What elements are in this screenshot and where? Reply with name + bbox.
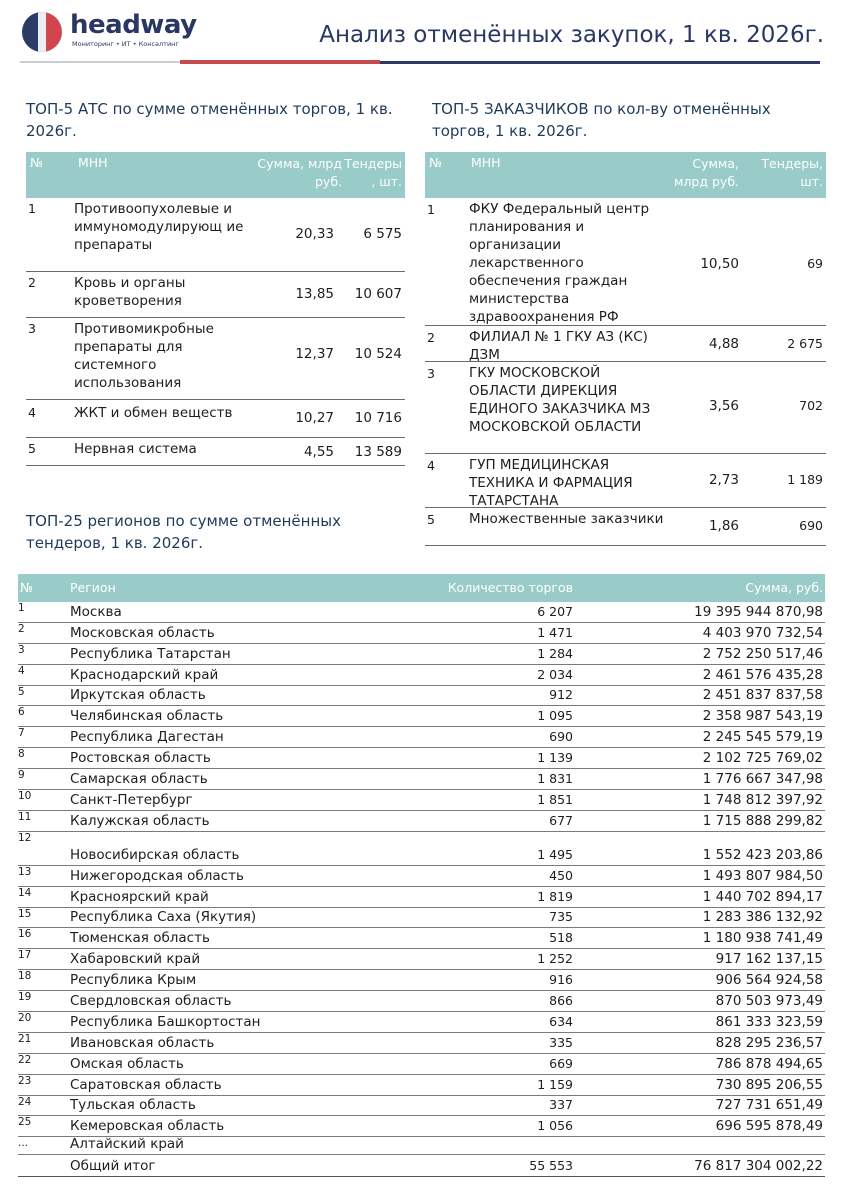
region-row-count: 1 056: [537, 1118, 573, 1134]
region-row-name: Республика Дагестан: [70, 729, 224, 746]
region-row-count: 1 831: [537, 771, 573, 787]
region-row-name: Алтайский край: [70, 1136, 184, 1153]
atc-row-tenders: 6 575: [363, 226, 402, 242]
region-row-num: 6: [18, 706, 25, 719]
customers-row-tenders: 690: [799, 518, 823, 533]
region-row-num: 7: [18, 727, 25, 740]
customers-row-num: 4: [427, 458, 435, 473]
region-row-name: Республика Татарстан: [70, 645, 231, 662]
region-row-sum: 2 102 725 769,02: [702, 750, 823, 767]
region-row-num: 1: [18, 602, 25, 614]
customers-row: [425, 508, 826, 546]
region-row: [18, 811, 825, 832]
atc-row-num: 4: [28, 405, 36, 420]
region-row-name: Калужская область: [70, 812, 210, 829]
region-row-name: Московская область: [70, 624, 215, 641]
region-row-count: 735: [549, 909, 573, 925]
customers-row: [425, 198, 826, 326]
headway-logo-icon: [22, 12, 62, 52]
region-row-count: 1 252: [537, 951, 573, 967]
atc-row-name: Противомикробные препараты для системного использования: [74, 321, 214, 391]
customers-row-num: 2: [427, 330, 435, 345]
region-row-count: 1 284: [537, 645, 573, 661]
atc-row-name: Противоопухолевые и иммуномодулирующ ие препараты: [74, 201, 244, 253]
regions-total-row: [18, 1155, 825, 1177]
region-row-sum: 1 776 667 347,98: [702, 771, 823, 788]
regions-table: [18, 574, 825, 1177]
atc-col-tenders: Тендеры , шт.: [344, 156, 402, 189]
customers-col-name: МНН: [471, 155, 501, 170]
region-row-count: 1 095: [537, 708, 573, 724]
region-row-num: 13: [18, 865, 32, 878]
region-row: [18, 1116, 825, 1137]
customers-row-tenders: 69: [807, 256, 823, 271]
region-row-name: Краснодарский край: [70, 666, 219, 683]
region-row-num: 22: [18, 1053, 32, 1066]
region-row-num: 15: [18, 907, 32, 920]
customers-row-num: 3: [427, 366, 435, 381]
region-row-num: 21: [18, 1032, 32, 1045]
region-row-num: 23: [18, 1074, 32, 1087]
region-row-num: 9: [18, 769, 25, 782]
logo-name: headway: [70, 10, 197, 40]
region-row: [18, 866, 825, 887]
region-row: [18, 748, 825, 769]
region-row-num: 24: [18, 1095, 32, 1108]
region-row-num: 5: [18, 685, 25, 698]
region-row-count: 1 471: [537, 624, 573, 640]
customers-row-tenders: 2 675: [787, 336, 823, 351]
region-row-count: 1 819: [537, 888, 573, 904]
customers-row-name: Множественные заказчики: [469, 511, 664, 527]
customers-row-name: ГКУ МОСКОВСКОЙ ОБЛАСТИ ДИРЕКЦИЯ ЕДИНОГО ЗАКАЗЧИКА МЗ МОСКОВСКОЙ ОБЛАСТИ: [469, 365, 651, 435]
region-row: [18, 832, 825, 866]
region-row-num: 10: [18, 790, 32, 803]
region-row: [18, 1075, 825, 1096]
region-row: [18, 769, 825, 790]
atc-col-name: МНН: [78, 155, 108, 170]
regions-section-title: ТОП-25 регионов по сумме отменённых тендеров, 1 кв. 2026г.: [26, 512, 341, 552]
atc-row: [26, 272, 405, 318]
region-row: [18, 665, 825, 686]
region-row-count: 1 139: [537, 750, 573, 766]
region-row-num: ...: [18, 1137, 29, 1150]
region-row-sum: 917 162 137,15: [715, 951, 823, 968]
atc-row-sum: 12,37: [295, 346, 334, 362]
region-row-num: 2: [18, 622, 25, 635]
region-row: [18, 686, 825, 707]
customers-row-tenders: 1 189: [787, 472, 823, 487]
customers-row-name: ГУП МЕДИЦИНСКАЯ ТЕХНИКА И ФАРМАЦИЯ ТАТАРСТАНА: [469, 457, 633, 509]
region-row: [18, 991, 825, 1012]
customers-row-sum: 2,73: [708, 472, 739, 488]
atc-row-tenders: 10 716: [354, 410, 402, 426]
region-row: [18, 1096, 825, 1117]
region-row-name: Республика Саха (Якутия): [70, 909, 257, 926]
atc-row-name: ЖКТ и обмен веществ: [74, 405, 233, 421]
regions-col-count: Количество торгов: [447, 580, 573, 595]
region-row-sum: 1 493 807 984,50: [702, 867, 823, 884]
page-title: Анализ отменённых закупок, 1 кв. 2026г.: [319, 22, 824, 48]
region-row: [18, 602, 825, 623]
region-row-num: 3: [18, 643, 25, 656]
regions-table-body: [18, 602, 825, 1155]
atc-row-name: Нервная система: [74, 441, 197, 457]
region-row-count: 669: [549, 1055, 573, 1071]
header-divider-blue: [380, 61, 820, 64]
atc-row-tenders: 10 524: [354, 346, 402, 362]
region-row-sum: 1 715 888 299,82: [702, 812, 823, 829]
customers-row-sum: 10,50: [700, 256, 739, 272]
customers-table-body: [425, 198, 826, 546]
region-row-name: Тульская область: [70, 1097, 196, 1114]
region-row-name: Омская область: [70, 1055, 184, 1072]
region-row-name: Ивановская область: [70, 1034, 215, 1051]
region-row-count: 916: [549, 972, 573, 988]
region-row-count: 912: [549, 687, 573, 703]
customers-row-tenders: 702: [799, 398, 823, 413]
atc-row: [26, 198, 405, 272]
region-row-count: 337: [549, 1097, 573, 1113]
region-row-name: Ростовская область: [70, 750, 211, 767]
atc-col-num: №: [30, 155, 44, 170]
atc-row: [26, 400, 405, 438]
region-row: [18, 928, 825, 949]
header-divider-grey: [20, 61, 180, 63]
region-row-num: 12: [18, 831, 32, 844]
customers-row: [425, 362, 826, 454]
region-row-name: Москва: [70, 603, 122, 620]
region-row-name: Свердловская область: [70, 993, 232, 1010]
atc-row-sum: 4,55: [303, 444, 334, 460]
regions-col-num: №: [20, 580, 34, 595]
region-row-sum: 4 403 970 732,54: [702, 624, 823, 641]
region-row: [18, 887, 825, 908]
region-row-count: 6 207: [537, 603, 573, 619]
page-header: [0, 0, 852, 66]
region-row-count: 634: [549, 1013, 573, 1029]
customers-row: [425, 326, 826, 362]
region-row-num: 8: [18, 748, 25, 761]
region-row: [18, 623, 825, 644]
region-row-name: Кемеровская область: [70, 1118, 225, 1135]
atc-row-sum: 13,85: [295, 286, 334, 302]
region-row-sum: 2 358 987 543,19: [702, 708, 823, 725]
customers-col-sum: Сумма, млрд руб.: [674, 156, 739, 189]
region-row-sum: 1 552 423 203,86: [702, 846, 823, 863]
customers-row-sum: 4,88: [708, 336, 739, 352]
region-row: [18, 949, 825, 970]
region-row: [18, 644, 825, 665]
region-row-sum: 870 503 973,49: [715, 993, 823, 1010]
region-row-name: Красноярский край: [70, 888, 209, 905]
region-row-name: Республика Башкортостан: [70, 1013, 261, 1030]
atc-row-tenders: 13 589: [354, 444, 402, 460]
region-row-count: 690: [549, 729, 573, 745]
region-row-num: 4: [18, 664, 25, 677]
region-row: [18, 970, 825, 991]
customers-section-title: ТОП-5 ЗАКАЗЧИКОВ по кол-ву отменённых торгов, 1 кв. 2026г.: [432, 100, 771, 140]
customers-table: [425, 152, 826, 546]
atc-row-sum: 10,27: [295, 410, 334, 426]
region-row-num: 20: [18, 1012, 32, 1025]
regions-col-sum: Сумма, руб.: [745, 580, 823, 595]
region-row-name: Иркутская область: [70, 687, 206, 704]
region-row-num: 18: [18, 970, 32, 983]
region-row-sum: 2 461 576 435,28: [702, 666, 823, 683]
region-row-count: 518: [549, 930, 573, 946]
atc-section-title: ТОП-5 АТС по сумме отменённых торгов, 1 кв. 2026г.: [26, 100, 393, 140]
customers-row-num: 5: [427, 512, 435, 527]
region-row: [18, 727, 825, 748]
region-row-name: Саратовская область: [70, 1076, 222, 1093]
region-row: [18, 1012, 825, 1033]
regions-table-header: [18, 574, 825, 602]
atc-row: [26, 318, 405, 400]
region-row-sum: 786 878 494,65: [715, 1055, 823, 1072]
region-row: [18, 790, 825, 811]
region-row-sum: 696 595 878,49: [715, 1118, 823, 1135]
atc-row: [26, 438, 405, 466]
atc-table: [26, 152, 405, 466]
atc-row-num: 1: [28, 201, 36, 216]
region-row-sum: 2 752 250 517,46: [702, 645, 823, 662]
region-row: [18, 1054, 825, 1075]
region-row-count: 866: [549, 993, 573, 1009]
region-row-sum: 1 180 938 741,49: [702, 930, 823, 947]
atc-row-num: 3: [28, 321, 36, 336]
region-row-sum: 19 395 944 870,98: [694, 603, 823, 620]
atc-row-num: 5: [28, 441, 36, 456]
atc-row-tenders: 10 607: [354, 286, 402, 302]
region-row: [18, 908, 825, 929]
region-row-name: Самарская область: [70, 771, 208, 788]
header-divider-red: [180, 60, 380, 64]
regions-col-region: Регион: [70, 580, 116, 595]
region-row-name: Санкт-Петербург: [70, 791, 193, 808]
region-row-name: Новосибирская область: [70, 846, 240, 863]
region-row-sum: 861 333 323,59: [715, 1013, 823, 1030]
region-row-num: 17: [18, 949, 32, 962]
region-row: [18, 1137, 825, 1155]
region-row-num: 11: [18, 810, 32, 823]
region-row-count: 677: [549, 812, 573, 828]
customers-col-num: №: [429, 155, 443, 170]
region-row-sum: 2 451 837 837,58: [702, 687, 823, 704]
region-row-sum: 1 440 702 894,17: [702, 888, 823, 905]
region-row-count: 1 159: [537, 1076, 573, 1092]
region-row-num: 19: [18, 991, 32, 1004]
atc-col-sum: Сумма, млрд руб.: [257, 156, 342, 189]
region-row-name: Тюменская область: [70, 930, 210, 947]
atc-row-name: Кровь и органы кроветворения: [74, 275, 186, 309]
region-row-sum: 828 295 236,57: [715, 1034, 823, 1051]
region-row-count: 335: [549, 1034, 573, 1050]
logo-subtitle: Мониторинг • ИТ • Консалтинг: [72, 40, 179, 48]
region-row-sum: 2 245 545 579,19: [702, 729, 823, 746]
region-row-count: 1 495: [537, 846, 573, 862]
customers-row-num: 1: [427, 202, 435, 217]
region-row-count: 2 034: [537, 666, 573, 682]
region-row-name: Хабаровский край: [70, 951, 201, 968]
region-row-sum: 1 283 386 132,92: [702, 909, 823, 926]
region-row-sum: 906 564 924,58: [715, 972, 823, 989]
region-row-sum: 727 731 651,49: [715, 1097, 823, 1114]
regions-total-sum: 76 817 304 002,22: [694, 1158, 823, 1175]
atc-row-sum: 20,33: [295, 226, 334, 242]
region-row-name: Республика Крым: [70, 972, 197, 989]
customers-row: [425, 454, 826, 508]
region-row-sum: 730 895 206,55: [715, 1076, 823, 1093]
atc-table-header: [26, 152, 405, 198]
region-row-sum: 1 748 812 397,92: [702, 791, 823, 808]
customers-col-tenders: Тендеры, шт.: [761, 156, 823, 189]
region-row-count: 1 851: [537, 791, 573, 807]
region-row-num: 14: [18, 886, 32, 899]
region-row-num: 16: [18, 928, 32, 941]
region-row-num: 25: [18, 1116, 32, 1129]
region-row: [18, 706, 825, 727]
customers-row-name: ФИЛИАЛ № 1 ГКУ АЗ (КС) ДЗМ: [469, 329, 648, 363]
atc-row-num: 2: [28, 275, 36, 290]
regions-total-count: 55 553: [529, 1158, 573, 1174]
customers-table-header: [425, 152, 826, 198]
region-row-name: Нижегородская область: [70, 867, 244, 884]
regions-total-label: Общий итог: [70, 1158, 156, 1175]
customers-row-sum: 1,86: [708, 518, 739, 534]
customers-row-name: ФКУ Федеральный центр планирования и организации лекарственного обеспечения граждан министерства здравоохранения РФ: [469, 201, 650, 325]
region-row: [18, 1033, 825, 1054]
region-row-name: Челябинская область: [70, 708, 224, 725]
region-row-count: 450: [549, 867, 573, 883]
atc-table-body: [26, 198, 405, 466]
customers-row-sum: 3,56: [708, 398, 739, 414]
